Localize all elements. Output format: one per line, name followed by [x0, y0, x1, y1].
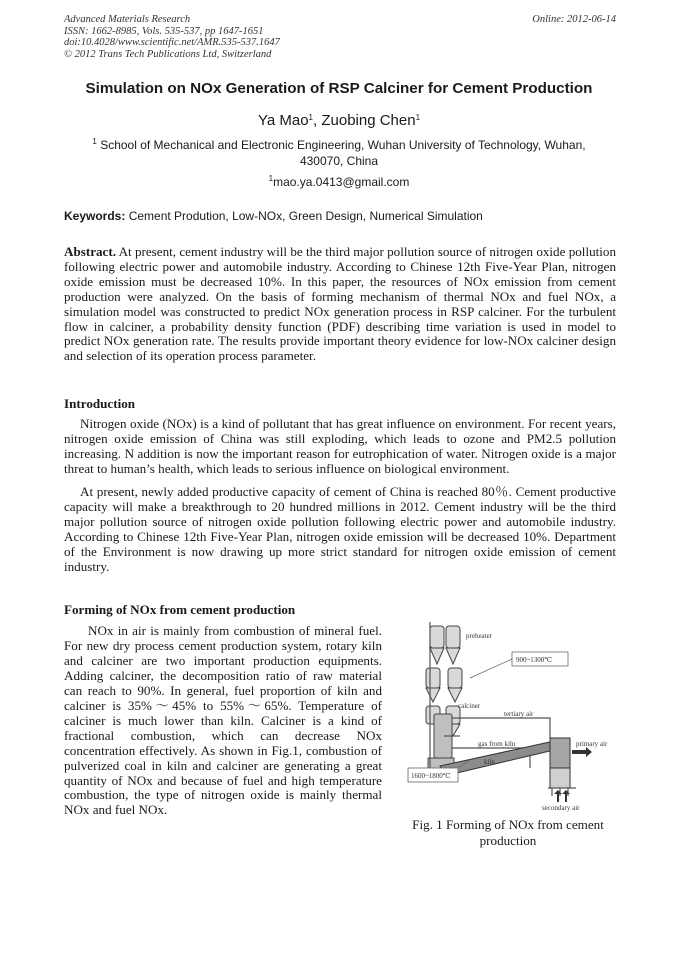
- journal-header: [64, 14, 616, 60]
- author-list: [40, 112, 638, 129]
- figure-caption: [390, 817, 626, 848]
- doi-line: doi:10.4028/www.scientific.net/AMR.535-537.1647: [64, 37, 280, 49]
- author-superscript: 1: [308, 113, 313, 122]
- figure-1: [400, 618, 616, 814]
- section-heading-introduction: Introduction: [64, 396, 136, 411]
- abstract-text: At present, cement industry will be the third major pollution source of nitrogen oxide pollution following electric power and automobile industry. According to Chinese 12th Five-Year Plan, nitrogen oxide emission must be decreased 10%. In this paper, the resources of NOx emission from cement production were analyzed. On the basis of forming mechanism of thermal NOx and fuel NOx, a simulation model was constructed to predict NOx generation process in RSP calciner. For the turbulent flow in calciner, a probability density function (PDF) describing time variation is used in model to predict NOx generation rate. The results provide important theory evidence for low-NOx calciner design and selection of its operation process parameter.: [64, 244, 616, 364]
- affiliation: [70, 138, 608, 169]
- keywords: [64, 209, 616, 223]
- affiliation-superscript: 1: [92, 137, 97, 146]
- abstract-label: Abstract.: [64, 244, 116, 259]
- section-heading-forming: Forming of NOx from cement production: [64, 602, 296, 617]
- author-name: Ya Mao: [257, 112, 309, 129]
- intro-paragraph-2: At present, newly added productive capacity of cement of China is reached 80％. Cement productive capacity will make a breakthrough to 20 hundred millions in 2012. Cement industry will be the third major pollution source of nitrogen oxide pollution following electric power and automobile industry. According to Chinese 12th Five-Year Plan, nitrogen oxide emission will be decreased 10%. Department of the Environment is now drawing up more strict standard for nitrogen oxide emission of cement industry.: [64, 484, 616, 574]
- label-preheater: preheater: [466, 632, 493, 640]
- cement-process-diagram: [400, 618, 616, 814]
- copyright-line: © 2012 Trans Tech Publications Ltd, Switzerland: [64, 48, 272, 60]
- keywords-text: Cement Prodution, Low-NOx, Green Design, Numerical Simulation: [125, 209, 483, 223]
- caption-line: Fig. 1 Forming of NOx from cement: [412, 817, 604, 832]
- label-primary-air: primary air: [576, 740, 608, 748]
- affiliation-line: School of Mechanical and Electronic Engineering, Wuhan University of Technology, Wuhan,: [96, 138, 586, 152]
- forming-paragraph: NOx in air is mainly from combustion of mineral fuel. For new dry process cement production system, rotary kiln and calciner are two important production equipments. Adding calciner, the decomposition ratio of raw material can reach to 90%. In general, fuel proportion of kiln and calciner is 35%～45% to 55%～65%. Temperature of calciner is much lower than kiln. Calciner is a kind of fractional combustion, which can decrease NOx concentration effectively. As shown in Fig.1, combustion of pulverized coal in kiln and calciner are generating a great quantity of NOx and because of fuel and high temperature combustion, the type of nitrogen oxide is mainly thermal NOx and fuel NOx.: [64, 623, 382, 818]
- author-name: Zuobing Chen: [321, 112, 416, 129]
- label-gas-from-kiln: gas from kiln: [478, 740, 516, 748]
- author-email: [40, 175, 638, 189]
- paper-title: Simulation on NOx Generation of RSP Calciner for Cement Production: [85, 80, 593, 97]
- label-tertiary-air: tertiary air: [504, 710, 534, 718]
- intro-paragraph-1: Nitrogen oxide (NOx) is a kind of pollutant that has great influence on environment. For recent years, nitrogen oxide emission of China was still exploding, which leads to ozone and PM2.5 pollution increasing. N addition is now the important reason for eutrophication of water. Nitrogen oxide is a major threat to human’s health, which leads to serious influence on biological environment.: [64, 416, 616, 476]
- label-temp-kiln: 1600~1800℃: [411, 772, 451, 780]
- abstract: [64, 245, 616, 364]
- issn-line: ISSN: 1662-8985, Vols. 535-537, pp 1647-1651: [64, 25, 264, 37]
- label-secondary-air: secondary air: [542, 804, 580, 812]
- author-superscript: 1: [415, 113, 421, 122]
- label-kiln: kiln: [484, 758, 495, 766]
- author-separator: ,: [313, 112, 322, 129]
- caption-line: production: [479, 832, 537, 848]
- cooler-grates: [548, 788, 576, 796]
- label-temp-calciner: 900~1300℃: [516, 656, 553, 664]
- keywords-label: Keywords:: [64, 209, 126, 223]
- online-date: Online: 2012-06-14: [532, 14, 616, 25]
- email-superscript: 1: [268, 174, 274, 183]
- email-address: mao.ya.0413@gmail.com: [273, 175, 410, 189]
- journal-name: Advanced Materials Research: [64, 14, 191, 25]
- label-calciner: calciner: [458, 702, 481, 710]
- affiliation-line: 430070, China: [299, 153, 379, 168]
